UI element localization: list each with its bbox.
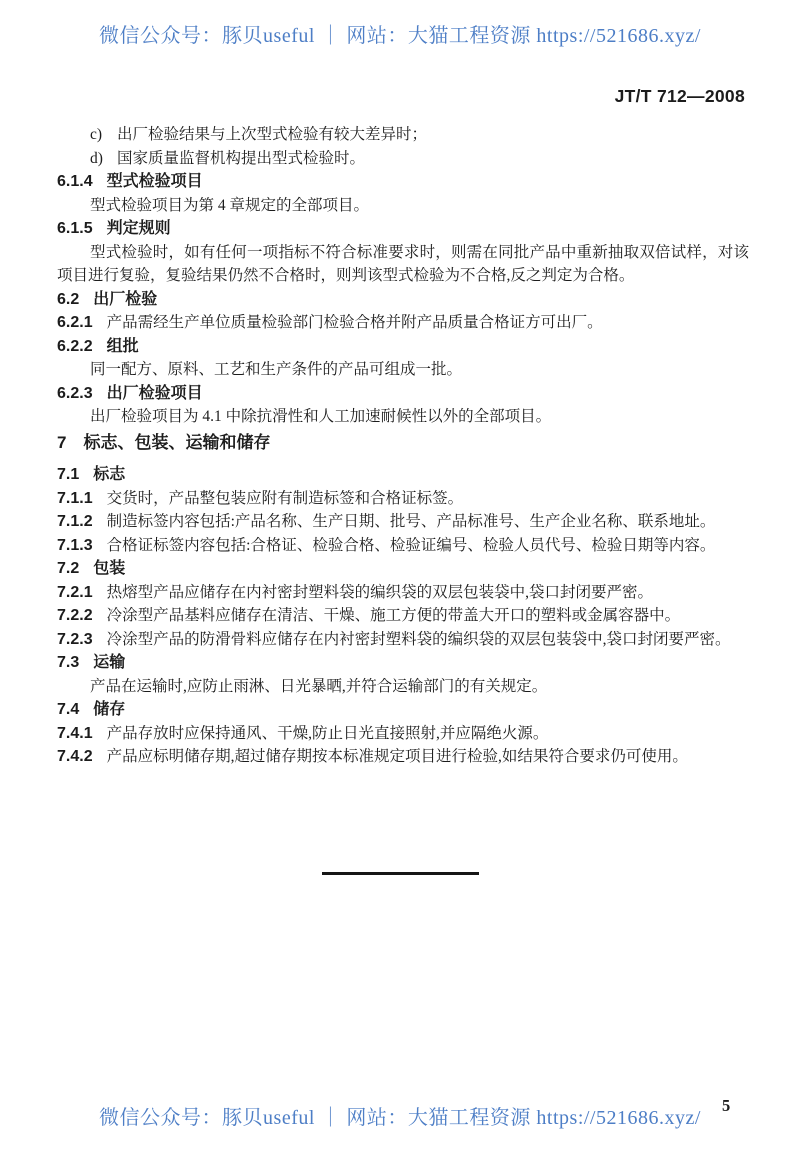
document-body [57, 123, 749, 769]
list-item [57, 123, 749, 147]
clause-number: 7.2.2 [57, 607, 93, 624]
clause-text: 标志、包装、运输和储存 [83, 432, 271, 452]
clause-heading [57, 463, 749, 487]
clause-text: 合格证标签内容包括:合格证、检验合格、检验证编号、检验人员代号、检验日期等内容。 [106, 536, 716, 554]
numbered-paragraph [57, 534, 749, 558]
watermark-top: 微信公众号：豚贝useful ｜ 网站：大猫工程资源 https://521686.xyz/ [99, 25, 701, 47]
numbered-paragraph [57, 604, 749, 628]
watermark-bottom: 微信公众号：豚贝useful ｜ 网站：大猫工程资源 https://521686.xyz/ [99, 1107, 701, 1129]
clause-number: 7.1.3 [57, 536, 93, 554]
clause-text: 同一配方、原料、工艺和生产条件的产品可组成一批。 [90, 361, 463, 378]
clause-number: 6.1.5 [57, 220, 93, 237]
standard-number: JT/T 712—2008 [614, 86, 745, 106]
numbered-paragraph [57, 487, 749, 511]
paragraph [57, 405, 749, 429]
clause-text: 组批 [106, 337, 139, 355]
paragraph [57, 194, 749, 218]
clause-text: 出厂检验 [93, 290, 158, 308]
clause-text: 出厂检验结果与上次型式检验有较大差异时； [117, 126, 428, 143]
numbered-paragraph [57, 510, 749, 534]
paragraph [57, 358, 749, 382]
clause-number: 7 [57, 432, 67, 452]
clause-number: 7.2 [57, 560, 80, 577]
clause-text: 标志 [93, 466, 126, 483]
clause-number: 6.2 [57, 290, 80, 308]
numbered-paragraph [57, 581, 749, 605]
paragraph [57, 241, 749, 288]
clause-heading [57, 170, 749, 194]
clause-heading [57, 651, 749, 675]
clause-text: 包装 [93, 560, 126, 577]
clause-text: 产品需经生产单位质量检验部门检验合格并附产品质量合格证方可出厂。 [106, 314, 603, 331]
clause-number: 7.3 [57, 654, 80, 671]
clause-number: 7.2.1 [57, 583, 93, 601]
page-number: 5 [722, 1096, 731, 1115]
clause-number: 7.4.2 [57, 748, 93, 765]
clause-text: 冷涂型产品基料应储存在清洁、干燥、施工方便的带盖大开口的塑料或金属容器中。 [106, 607, 681, 624]
numbered-paragraph [57, 722, 749, 746]
clause-text: 运输 [93, 654, 126, 671]
numbered-paragraph [57, 745, 749, 769]
clause-text: 冷涂型产品的防滑骨料应储存在内衬密封塑料袋的编织袋的双层包装袋中,袋口封闭要严密。 [106, 630, 731, 648]
clause-text: 型式检验时，如有任何一项指标不符合标准要求时，则需在同批产品中重新抽取双倍试样，对该项目进行复验，复验结果仍然不合格时，则判该型式检验为不合格,反之判定为合格。 [57, 243, 749, 284]
clause-text: 储存 [93, 701, 126, 718]
clause-text: 产品在运输时,应防止雨淋、日光暴晒,并符合运输部门的有关规定。 [90, 677, 548, 695]
clause-text: 制造标签内容包括:产品名称、生产日期、批号、产品标准号、生产企业名称、联系地址。 [106, 513, 716, 530]
clause-number: 6.2.1 [57, 314, 93, 331]
list-marker: c) [90, 126, 103, 143]
clause-text: 型式检验项目 [106, 173, 203, 190]
clause-text: 热熔型产品应储存在内衬密封塑料袋的编织袋的双层包装袋中,袋口封闭要严密。 [106, 583, 653, 601]
clause-number: 7.1 [57, 466, 80, 483]
clause-heading [57, 217, 749, 241]
clause-number: 6.2.2 [57, 337, 93, 355]
clause-text: 型式检验项目为第 4 章规定的全部项目。 [90, 196, 370, 214]
chapter-heading [57, 431, 749, 455]
clause-heading [57, 335, 749, 359]
clause-number: 7.4 [57, 701, 80, 718]
list-marker: d) [90, 149, 103, 167]
clause-heading [57, 382, 749, 406]
clause-number: 7.1.2 [57, 513, 93, 530]
end-of-text-divider [322, 872, 479, 875]
clause-text: 交货时，产品整包装应附有制造标签和合格证标签。 [106, 489, 464, 507]
clause-text: 出厂检验项目为 4.1 中除抗滑性和人工加速耐候性以外的全部项目。 [90, 408, 552, 425]
clause-heading [57, 557, 749, 581]
clause-heading [57, 288, 749, 312]
numbered-paragraph [57, 311, 749, 335]
clause-text: 国家质量监督机构提出型式检验时。 [117, 149, 366, 167]
clause-number: 6.2.3 [57, 384, 93, 402]
numbered-paragraph [57, 628, 749, 652]
clause-number: 7.4.1 [57, 724, 93, 742]
clause-number: 7.1.1 [57, 489, 93, 507]
clause-text: 产品存放时应保持通风、干燥,防止日光直接照射,并应隔绝火源。 [106, 724, 549, 742]
clause-heading [57, 698, 749, 722]
clause-number: 6.1.4 [57, 173, 93, 190]
clause-number: 7.2.3 [57, 630, 93, 648]
clause-text: 产品应标明储存期,超过储存期按本标准规定项目进行检验,如结果符合要求仍可使用。 [106, 748, 688, 765]
clause-text: 出厂检验项目 [106, 384, 203, 402]
paragraph [57, 675, 749, 699]
clause-text: 判定规则 [106, 220, 171, 237]
list-item [57, 147, 749, 171]
